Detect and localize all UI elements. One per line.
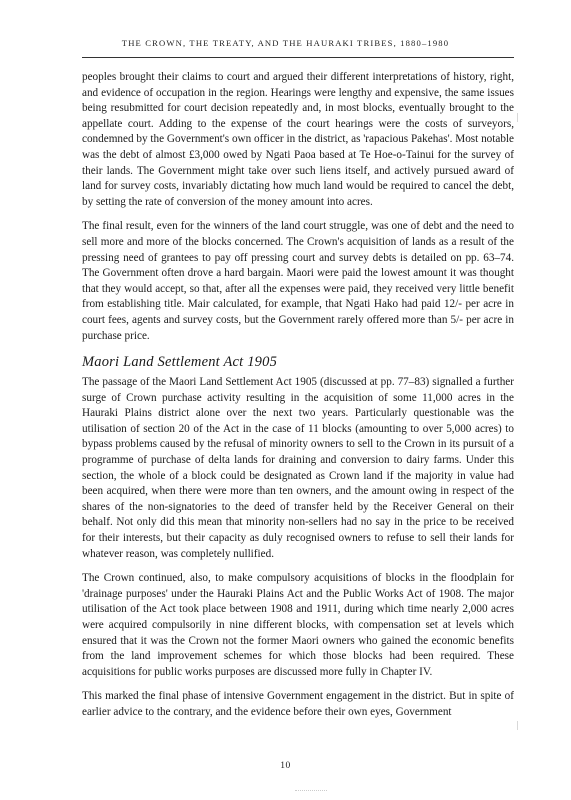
paragraph-4: The Crown continued, also, to make compulsory acquisitions of blocks in the floodplain for 'drainage purposes' under the Hauraki Plains Act and the Public Works Act of 1908. The major utilisation of the Act took place between 1908 and 1911, during which time nearly 2,000 acres were acquired compulsorily in nine different blocks, with compensation set at levels which ensured that it was the Crown not the former Maori owners who gained the economic benefits from the land improvement schemes for which those blocks had been required. These acquisitions for public works purposes are discussed more fully in Chapter IV. <box>82 572 514 678</box>
page-number: 10 <box>280 761 291 771</box>
paragraph-1: peoples brought their claims to court and argued their different interpretations of history, right, and evidence of occupation in the region. Hearings were lengthy and expensive, the same issues being resubmitted for court decision repeatedly and, in most blocks, eventually brought to the appellate court. Adding to the expense of the court hearings were the costs of surveyors, condemned by the Government's own officer in the district, as 'rapacious Pakehas'. Most notable was the debt of almost £3,000 owed by Ngati Paoa based at Te Hoe-o-Tainui for the survey of their lands. The Government might take over such liens itself, and actively pursued award of land for survey costs, invariably dictating how much land would be required to cancel the debt, by setting the rate of conversion of the money amount into acres. <box>82 71 514 208</box>
paragraph-2: The final result, even for the winners of the land court struggle, was one of debt and the need to sell more and more of the blocks concerned. The Crown's acquisition of lands as a result of the pressing need of grantees to pay off pressing court and survey debts is detailed on pp. 63–74. The Government often drove a hard bargain. Maori were paid the lowest amount it was thought that they would accept, so that, after all the expenses were paid, they received very little benefit from establishing title. Mair calculated, for example, that Ngati Hako had paid 12/- per acre in court fees, agents and survey costs, but the Government rarely offered more than 5/- per acre in purchase price. <box>82 220 514 342</box>
paragraph-5: This marked the final phase of intensive Government engagement in the district. But in spite of earlier advice to the contrary, and the evidence before their own eyes, Government <box>82 690 514 718</box>
paragraph-3: The passage of the Maori Land Settlement Act 1905 (discussed at pp. 77–83) signalled a further surge of Crown purchase activity resulting in the acquisition of some 11,000 acres in the Hauraki Plains district alone over the next two years. Particularly questionable was the utilisation of section 20 of the Act in the case of 11 blocks (amounting to over 5,000 acres) to bypass problems caused by the refusal of minority owners to sell to the Crown in its pursuit of a programme of purchase of delta lands for draining and conversion to dairy farms. Under this section, the whole of a block could be designated as Crown land if the majority in value had been acquired, when there were more than ten owners, and the amount owing in respect of the shares of the non-signatories to the deed of transfer held by the Receiver General on their behalf. Not only did this mean that minority non-sellers had no say in the price to be received for their interests, but their capacity as duly recognised owners to refuse to sell their lands for whatever reason, was completely nullified. <box>82 376 514 560</box>
margin-mark <box>517 113 521 122</box>
body-text <box>82 70 514 730</box>
header-rule <box>82 57 514 58</box>
section-heading: Maori Land Settlement Act 1905 <box>82 354 278 371</box>
running-head: THE CROWN, THE TREATY, AND THE HAURAKI TRIBES, 1880–1980 <box>121 38 450 48</box>
margin-mark <box>517 721 521 730</box>
scan-smudge <box>295 790 327 792</box>
